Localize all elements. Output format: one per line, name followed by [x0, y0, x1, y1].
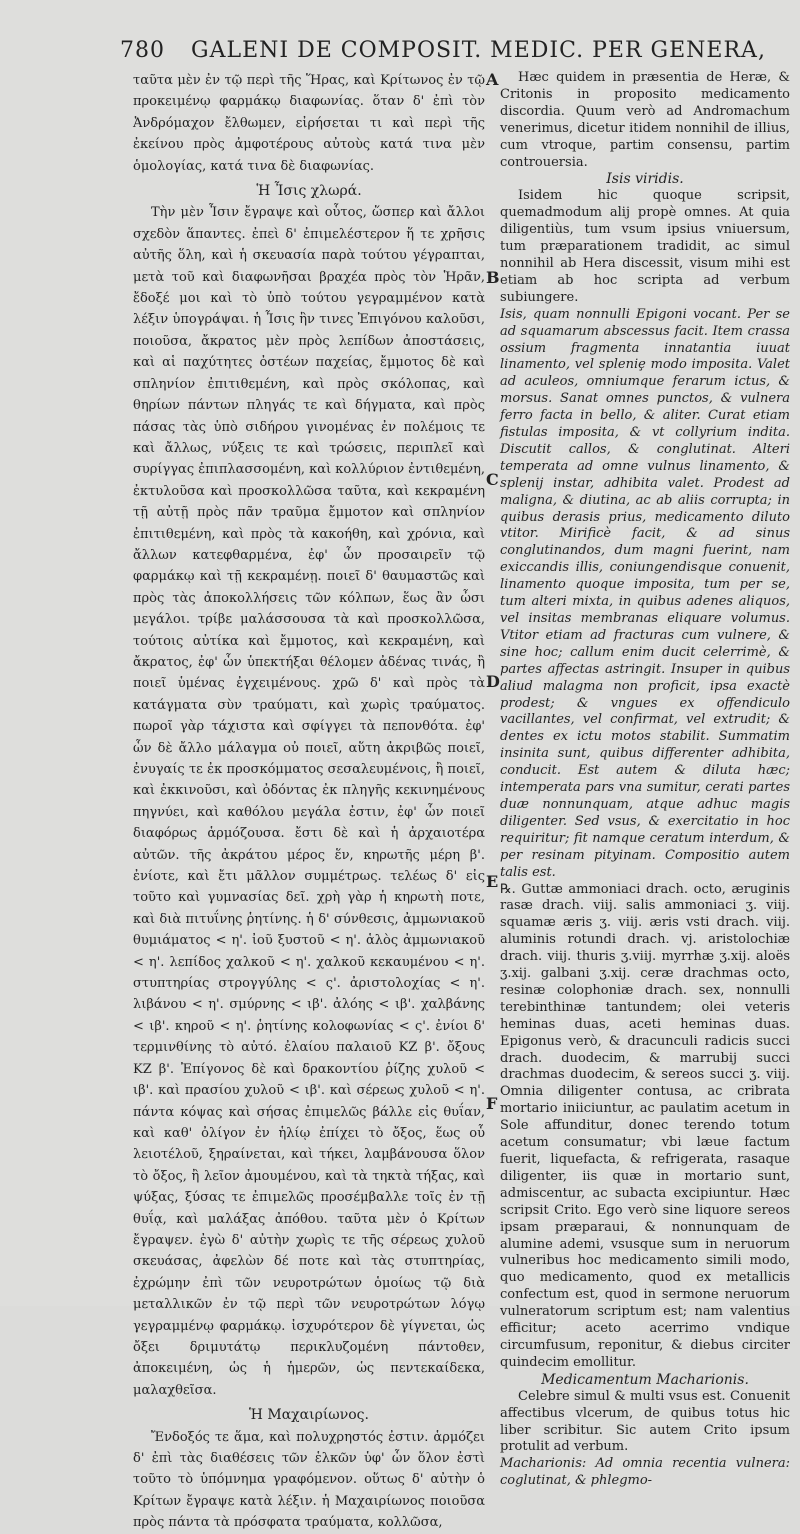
latin-isis-intro: Isidem hic quoque scripsit, quemadmodum alij propè omnes. At quia diligentiùs, tum vsum ipsius vniuersum, tum præparationem tradidit, ac simul nonnihil ab Hera discessit, visum mihi est etiam ab hoc scripta ad verbum subiungere. [500, 188, 790, 305]
latin-intro-paragraph: Hæc quidem in præsentia de Heræ, & Critonis in proposito medicamento discordia. Quum verò ad Andromachum venerimus, dicetur itidem nonnihil de illius, cum vtroque, partim consensu, partim controuersia. [500, 70, 790, 170]
greek-column [133, 70, 485, 1534]
latin-isis-uses: Isis, quam nonnulli Epigoni vocant. Per se ad squamarum abscessus facit. Item crassa ossium fragmenta innatantia iuuat linamento, vel spleniȩ modo imposita. Valet ad aculeos, omniumque ferarum ictus, & morsus. Sanat omnes punctos, & vulnera ferro facta in bello, & aliter. Curat etiam fistulas imposita, & vt collyrium indita. Discutit callos, & conglutinat. Alteri temperata ad omne vulnus linamento, & splenij instar, adhibita valet. Prodest ad maligna, & diutina, ac ab aliis corrupta; in quibus derasis prius, medicamento diluto vtitor. Mirificè facit, & ad sinus conglutinandos, dum magni fuerint, nam exiccandis illis, coniungendisque conuenit, linamento quoque imposita, tum per se, tum alteri mixta, in quibus adenes aliquos, vel insitas membranas eliquare volumus. Vtitor etiam ad fracturas cum vulnere, & sine hoc; callum enim ducit celerrimè, & partes affectas astringit. Insuper in quibus aliud malagma non proficit, ipsa exactè prodest; & vngues ex offendiculo vacillantes, vel confirmat, vel extrudit; & dentes ex ictu motos stabilit. Summatim insinita sunt, quibus differenter adhibita, conducit. Est autem & diluta hæc; intemperata pars vna sumitur, cerati partes duæ nonnunquam, atque adhuc magis diligenter. Sed vsus, & exercitatio in hoc requiritur; fit namque ceratum interdum, & per resinam pityinam. Compositio autem talis est. [500, 306, 790, 880]
margin-letter-e: E [486, 872, 499, 891]
greek-heading-machaerion: Ἡ Μαχαιρίωνος. [249, 1407, 369, 1424]
greek-intro-paragraph: ταῦτα μὲν ἐν τῷ περὶ τῆς Ἥρας, καὶ Κρίτωνος ἐν τῷ προκειμένῳ φαρμάκῳ διαφωνίας. ὅταν δ' ἐπὶ τὸν Ἀνδρόμαχον ἔλθωμεν, εἰρήσεται τι καὶ περὶ τῆς ἐκείνου πρὸς ἀμφοτέρους αὐτοὺς κατά τινα μὲν ὁμολογίας, κατά τινα δὲ διαφωνίας. [133, 73, 485, 174]
running-head [120, 38, 766, 63]
margin-letter-d: D [486, 672, 500, 691]
greek-isis-paragraph: Τὴν μὲν Ἶσιν ἔγραψε καὶ οὗτος, ὥσπερ καὶ ἄλλοι σχεδὸν ἅπαντες. ἐπεὶ δ' ἐπιμελέστερον ἥ τε χρῆσις αὐτῆς ὅλη, καὶ ἡ σκευασία παρὰ τούτου γέγραπται, μετὰ τοῦ καὶ διαφωνῆσαι βραχέα πρὸς τὸν Ἡρᾶν, ἔδοξέ μοι καὶ τὸ ὑπὸ τούτου γεγραμμένον κατὰ λέξιν ὑπογράψαι. ἡ Ἶσις ἣν τινες Ἐπιγόνου καλοῦσι, ποιοῦσα, ἄκρατος μὲν πρὸς λεπίδων ἀποστάσεις, καὶ αἱ παχύτητες ὀστέων παχείας, ἔμμοτος δὲ καὶ σπληνίον ἐπιτιθεμένη, καὶ πρὸς σκόλοπας, καὶ θηρίων πάντων πληγάς τε καὶ δήγματα, καὶ πρὸς πάσας τὰς ὑπὸ σιδήρου γινομένας ἐν πολέμοις τε καὶ ἄλλως, νύξεις τε καὶ τρώσεις, περιπλεῖ καὶ συρίγγας ἐπιπλασσομένη, καὶ κολλύριον ἐντιθεμένη, ἐκτυλοῦσα καὶ προσκολλῶσα ταῦτα, καὶ κεκραμένη τῇ αὐτῇ πρὸς πᾶν τραῦμα ἔμμοτον καὶ σπληνίον ἐπιτιθεμένη, καὶ πρὸς τὰ κακοήθη, καὶ χρόνια, καὶ ἄλλων κατεφθαρμένα, ἐφ' ὧν προσαιρεῖν τῷ φαρμάκῳ καὶ τῇ κεκραμένῃ. ποιεῖ δ' θαυμαστῶς καὶ πρὸς τὰς ἀποκολλήσεις τῶν κόλπων, ἕως ἂν ὦσι μεγάλοι. τρίβε μαλάσσουσα τὰ καὶ προσκολλῶσα, τούτοις αὐτίκα καὶ ἔμμοτος, καὶ κεκραμένη, καὶ ἄκρατος, ἐφ' ὧν ὑπεκτήξαι θέλομεν ἀδένας τινάς, ἢ ποιεῖ ὑμένας ἐγχειμένους. χρῶ δ' καὶ πρὸς τὰ κατάγματα σὺν τραύματι, καὶ χωρὶς τραύματος. πωροῖ γὰρ τάχιστα καὶ σφίγγει τὰ πεπονθότα. ἐφ' ὧν δὲ ἄλλο μάλαγμα οὐ ποιεῖ, αὕτη ἀκριβῶς ποιεῖ, ἐνυγαίς τε ἐκ προσκόμματος σεσαλευμένοις, ἢ ποιεῖ, καὶ ἐκκινοῦσι, καὶ ὀδόντας ἐκ πληγῆς κεκινημένους πηγνύει, καὶ καθόλου μεγάλα ἐστιν, ἐφ' ὧν ποιεῖ διαφόρως ἁρμόζουσα. ἔστι δὲ καὶ ἡ ἀρχαιοτέρα αὐτῶν. τῆς ἀκράτου μέρος ἕν, κηρωτῆς μέρη β'. ἐνίοτε, καὶ ἔτι μᾶλλον συμμέτρως. τελέως δ' εἰς τοῦτο καὶ γυμνασίας δεῖ. χρὴ γὰρ ἡ κηρωτὴ ποτε, καὶ διὰ πιτυΐνης ῥητίνης. ἡ δ' σύνθεσις, ἀμμωνιακοῦ θυμιάματος < η'. ἰοῦ ξυστοῦ < η'. ἁλὸς ἀμμωνιακοῦ < η'. λεπίδος χαλκοῦ < η'. χαλκοῦ κεκαυμένου < η'. στυπτηρίας στρογγύλης < ς'. ἀριστολοχίας < η'. λιβάνου < η'. σμύρνης < ιβ'. ἀλόης < ιβ'. χαλβάνης < ιβ'. κηροῦ < η'. ῥητίνης κολοφωνίας < ς'. ἐνίοι δ' τερμινθίνης τὸ αὐτό. ἐλαίου παλαιοῦ ΚΖ β'. ὄξους ΚΖ β'. Ἐπίγονος δὲ καὶ δρακοντίου ῥίζης χυλοῦ < ιβ'. καὶ πρασίου χυλοῦ < ιβ'. καὶ σέρεως χυλοῦ < η'. πάντα κόψας καὶ σήσας ἐπιμελῶς βάλλε εἰς θυΐαν, καὶ καθ' ὀλίγον ἐν ἡλίῳ ἐπίχει τὸ ὄξος, ἕως οὗ λειοτέλοῦ, ξηραίνεται, καὶ τήκει, λαμβάνουσα ὅλον τὸ ὄξος, ἢ λεῖον ἀμουμένου, καὶ τὰ τηκτὰ τήξας, καὶ ψύξας, ξύσας τε ἐπιμελῶς προσέμβαλλε τοῖς ἐν τῇ θυΐᾳ, καὶ μαλάξας ἀπόθου. ταῦτα μὲν ὁ Κρίτων ἔγραψεν. ἐγὼ δ' αὐτὴν χωρὶς τε τῆς σέρεως χυλοῦ σκευάσας, ἀφελὼν δέ ποτε καὶ τὰς στυπτηρίας, ἐχρώμην ἐπὶ τῶν νευροτρώτων ὁμοίως τῷ διὰ μεταλλικῶν ἐν τῷ περὶ τῶν νευροτρώτων λόγῳ γεγραμμένῳ φαρμάκῳ. ἰσχυρότερον δὲ γίγνεται, ὡς ὄξει δριμυτάτῳ περικλυζομένη πάντοθεν, ἀποκειμένη, ὡς ἡ ἡμερῶν, ὡς πεντεκαίδεκα, μαλαχθεῖσα. [133, 205, 485, 1398]
margin-letter-b: B [486, 268, 500, 287]
latin-machaerion-paragraph: Celebre simul & multi vsus est. Conuenit affectibus vlcerum, de quibus totus hic liber scribitur. Sic autem Crito ipsum protulit ad verbum. [500, 1388, 790, 1455]
margin-letter-a: A [486, 70, 499, 89]
margin-letter-c: C [486, 470, 499, 489]
margin-letter-f: F [486, 1094, 498, 1113]
greek-machaerion-paragraph: Ἔνδοξός τε ἅμα, καὶ πολυχρηστός ἐστιν. ἁρμόζει δ' ἐπὶ τὰς διαθέσεις τῶν ἑλκῶν ὑφ' ὧν ὅλον ἐστὶ τοῦτο τὸ ὑπόμνημα γραφόμενον. οὕτως δ' αὐτὴν ὁ Κρίτων ἔγραψε κατὰ λέξιν. ἡ Μαχαιρίωνος ποιοῦσα πρὸς πάντα τὰ πρόσφατα τραύματα, κολλῶσα, [133, 1429, 485, 1531]
greek-heading-isis: Ἡ Ἶσις χλωρά. [256, 183, 362, 200]
latin-column [500, 70, 790, 1490]
latin-heading-isis: Isis viridis. [606, 171, 684, 188]
latin-heading-machaerion: Medicamentum Macharionis. [541, 1371, 749, 1388]
page-title: GALENI DE COMPOSIT. MEDIC. PER GENERA, [191, 38, 766, 63]
latin-machaerion-recipe: Macharionis: Ad omnia recentia vulnera: coglutinat, & phlegmo- [500, 1456, 790, 1489]
latin-isis-recipe: ℞. Guttæ ammoniaci drach. octo, æruginis rasæ drach. viij. salis ammoniaci ʒ. viij. squamæ æris ʒ. viij. æris vsti drach. viij. aluminis rotundi drach. vj. aristolochiæ drach. viij. thuris ʒ.viij. myrrhæ ʒ.xij. aloës ʒ.xij. galbani ʒ.xij. ceræ drachmas octo, resinæ colophoniæ drach. sex, nonnulli terebinthinæ tantundem; olei veteris heminas duas, aceti heminas duas. Epigonus verò, & dracunculi radicis succi drach. duodecim, & marrubij succi drachmas duodecim, & sereos succi ʒ. viij. Omnia diligenter contusa, ac cribrata mortario iniiciuntur, ac paulatim acetum in Sole affunditur, donec terendo totum acetum consumatur; vbi læue factum fuerit, liquefacta, & refrigerata, rasaque diligenter, iis quæ in mortario sunt, admiscentur, ac subacta excipiuntur. Hæc scripsit Crito. Ego verò sine liquore sereos ipsam præparaui, & nonnunquam de alumine ademi, vsusque sum in neruorum vulneribus hoc medicamento simili modo, quo medicamento, quod ex metallicis confectum est, quod in sermone neruorum vulneratorum scriptum est; nam valentius efficitur; aceto acerrimo vndique circumfusum, reponitur, & diebus circiter quindecim emollitur. [500, 881, 790, 1370]
page-number: 780 [120, 38, 165, 63]
